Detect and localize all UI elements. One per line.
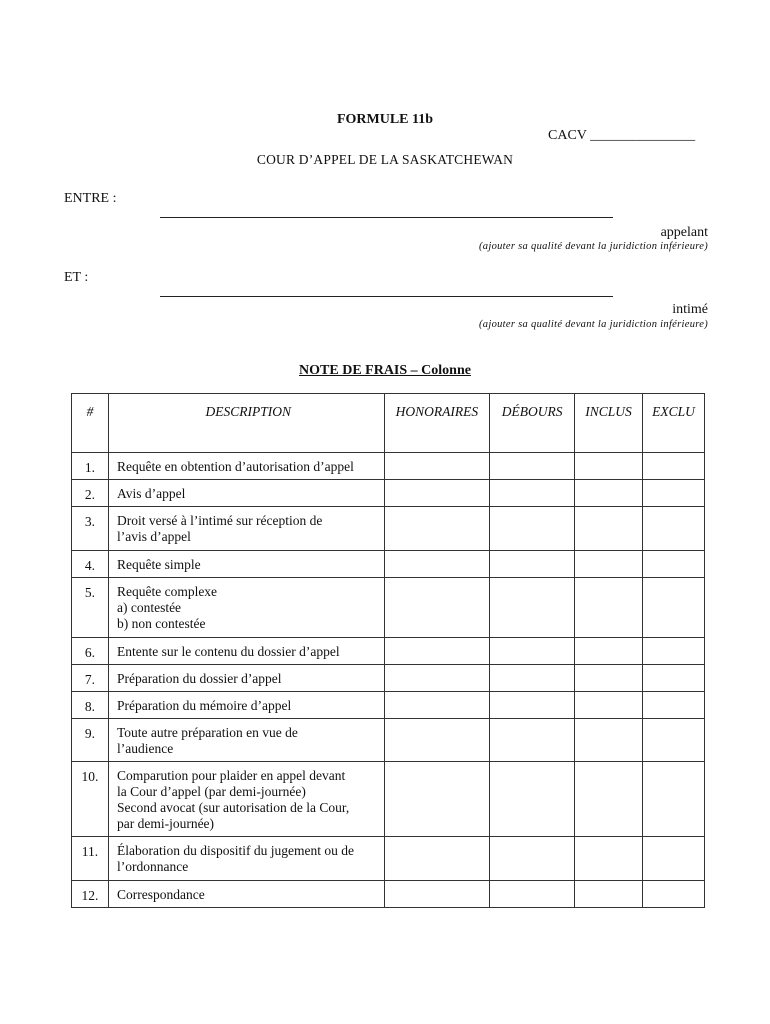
disbursements-cell[interactable] [490, 837, 575, 881]
disbursements-cell[interactable] [490, 762, 575, 837]
row-number: 4. [72, 551, 109, 578]
fees-cell[interactable] [384, 551, 490, 578]
row-number: 6. [72, 638, 109, 665]
fees-cell[interactable] [384, 578, 490, 638]
row-number: 10. [72, 762, 109, 837]
row-number: 12. [72, 881, 109, 908]
appellant-role: appelant [660, 225, 708, 240]
excluded-cell[interactable] [642, 762, 704, 837]
description-line: Entente sur le contenu du dossier d’appel [116, 644, 340, 659]
entre-label: ENTRE : [64, 191, 117, 206]
included-cell[interactable] [575, 507, 643, 551]
row-description [108, 578, 384, 638]
table-header-row [72, 394, 705, 453]
table-row [72, 578, 705, 638]
header-excluded: EXCLU [642, 394, 704, 453]
excluded-cell[interactable] [642, 551, 704, 578]
row-number: 8. [72, 692, 109, 719]
description-line: Élaboration du dispositif du jugement ou de [116, 843, 354, 858]
respondent-name-line [160, 296, 613, 297]
disbursements-cell[interactable] [490, 480, 575, 507]
included-cell[interactable] [575, 665, 643, 692]
description-line: Avis d’appel [116, 486, 186, 501]
disbursements-cell[interactable] [490, 638, 575, 665]
description-line: l’audience [116, 741, 174, 756]
disbursements-cell[interactable] [490, 507, 575, 551]
et-label: ET : [64, 270, 89, 285]
included-cell[interactable] [575, 719, 643, 762]
excluded-cell[interactable] [642, 480, 704, 507]
table-row [72, 881, 705, 908]
excluded-cell[interactable] [642, 638, 704, 665]
court-name: COUR D’APPEL DE LA SASKATCHEWAN [256, 152, 514, 167]
disbursements-cell[interactable] [490, 578, 575, 638]
appellant-name-line [160, 217, 613, 218]
excluded-cell[interactable] [642, 692, 704, 719]
description-line: l’ordonnance [116, 859, 189, 874]
description-line: Requête complexe [116, 584, 218, 599]
excluded-cell[interactable] [642, 837, 704, 881]
table-row [72, 762, 705, 837]
included-cell[interactable] [575, 453, 643, 480]
description-line: Requête en obtention d’autorisation d’appel [116, 459, 354, 474]
disbursements-cell[interactable] [490, 453, 575, 480]
row-description [108, 719, 384, 762]
header-included: INCLUS [575, 394, 643, 453]
row-number: 9. [72, 719, 109, 762]
description-line: Comparution pour plaider en appel devant [116, 768, 346, 783]
table-row [72, 480, 705, 507]
included-cell[interactable] [575, 480, 643, 507]
included-cell[interactable] [575, 692, 643, 719]
header-fees: HONORAIRES [384, 394, 490, 453]
included-cell[interactable] [575, 578, 643, 638]
respondent-note: (ajouter sa qualité devant la juridiction inférieure) [479, 319, 708, 330]
description-line: Préparation du mémoire d’appel [116, 698, 292, 713]
fees-cell[interactable] [384, 881, 490, 908]
costs-table [71, 393, 705, 908]
form-title: FORMULE 11b [336, 112, 434, 127]
excluded-cell[interactable] [642, 507, 704, 551]
description-line: Préparation du dossier d’appel [116, 671, 282, 686]
description-line: Toute autre préparation en vue de [116, 725, 298, 740]
fees-cell[interactable] [384, 665, 490, 692]
excluded-cell[interactable] [642, 881, 704, 908]
row-description [108, 762, 384, 837]
respondent-role: intimé [672, 302, 708, 317]
table-row [72, 719, 705, 762]
row-description [108, 692, 384, 719]
included-cell[interactable] [575, 638, 643, 665]
row-description [108, 480, 384, 507]
table-row [72, 638, 705, 665]
header-disbursements: DÉBOURS [490, 394, 575, 453]
fees-cell[interactable] [384, 837, 490, 881]
row-description [108, 551, 384, 578]
disbursements-cell[interactable] [490, 665, 575, 692]
row-number: 11. [72, 837, 109, 881]
row-number: 1. [72, 453, 109, 480]
row-description [108, 881, 384, 908]
fees-cell[interactable] [384, 507, 490, 551]
row-number: 7. [72, 665, 109, 692]
description-line: a) contestée [116, 600, 182, 615]
included-cell[interactable] [575, 881, 643, 908]
row-description [108, 665, 384, 692]
disbursements-cell[interactable] [490, 551, 575, 578]
description-line: la Cour d’appel (par demi-journée) [116, 784, 306, 799]
included-cell[interactable] [575, 762, 643, 837]
excluded-cell[interactable] [642, 578, 704, 638]
header-number: # [72, 394, 109, 453]
fees-cell[interactable] [384, 692, 490, 719]
included-cell[interactable] [575, 837, 643, 881]
table-row [72, 507, 705, 551]
disbursements-cell[interactable] [490, 719, 575, 762]
table-row [72, 692, 705, 719]
row-description [108, 507, 384, 551]
description-line: Requête simple [116, 557, 201, 572]
row-number: 5. [72, 578, 109, 638]
disbursements-cell[interactable] [490, 692, 575, 719]
appellant-note: (ajouter sa qualité devant la juridiction inférieure) [479, 241, 708, 252]
description-line: Correspondance [116, 887, 205, 902]
table-row [72, 665, 705, 692]
row-description [108, 453, 384, 480]
excluded-cell[interactable] [642, 453, 704, 480]
table-row [72, 453, 705, 480]
description-line: Second avocat (sur autorisation de la Cour, [116, 800, 350, 815]
fees-cell[interactable] [384, 480, 490, 507]
cacv-file-number: CACV _______________ [548, 128, 696, 143]
excluded-cell[interactable] [642, 665, 704, 692]
row-number: 3. [72, 507, 109, 551]
description-line: l’avis d’appel [116, 529, 191, 544]
included-cell[interactable] [575, 551, 643, 578]
description-line: par demi-journée) [116, 816, 215, 831]
section-title: NOTE DE FRAIS – Colonne [299, 363, 471, 378]
description-line: Droit versé à l’intimé sur réception de [116, 513, 323, 528]
disbursements-cell[interactable] [490, 881, 575, 908]
table-row [72, 837, 705, 881]
header-description: DESCRIPTION [108, 394, 384, 453]
fees-cell[interactable] [384, 719, 490, 762]
row-description [108, 638, 384, 665]
row-number: 2. [72, 480, 109, 507]
fees-cell[interactable] [384, 762, 490, 837]
excluded-cell[interactable] [642, 719, 704, 762]
description-line: b) non contestée [116, 616, 206, 631]
row-description [108, 837, 384, 881]
fees-cell[interactable] [384, 638, 490, 665]
table-row [72, 551, 705, 578]
fees-cell[interactable] [384, 453, 490, 480]
